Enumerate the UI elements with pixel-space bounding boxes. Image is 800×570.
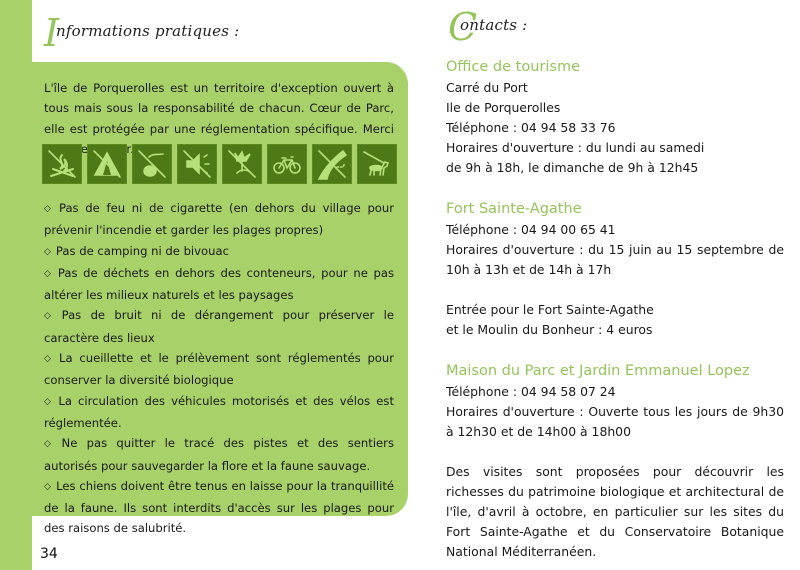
stay-on-trail-icon — [312, 144, 352, 184]
phone-line: Téléphone : 04 94 58 07 24 — [446, 384, 616, 399]
phone-line: Téléphone : 04 94 58 33 76 — [446, 120, 616, 135]
contact-fort-sainte-agathe — [446, 198, 784, 340]
visits-paragraph: Des visites sont proposées pour découvrir les richesses du patrimoine biologique et architectural de l'île, d'avril à octobre, en particulier sur les sites du Fort Sainte-Agathe et du Conservatoire Botanique National Méditerranéen. — [446, 464, 784, 559]
no-littering-icon — [132, 144, 172, 184]
heading-text: ontacts : — [460, 16, 528, 34]
rule-item: ◇ La circulation des véhicules motorisés et des vélos est réglementée. — [44, 391, 394, 434]
hours-line: Horaires d'ouverture : du lundi au samedi — [446, 140, 705, 155]
rule-item: ◇ Pas de feu ni de cigarette (en dehors du village pour prévenir l'incendie et garder les plages propres) — [44, 198, 394, 241]
hours-line: de 9h à 18h, le dimanche de 9h à 12h45 — [446, 160, 699, 175]
address-line: Ile de Porquerolles — [446, 100, 561, 115]
heading-initial: I — [44, 11, 60, 55]
regulation-pictograms — [42, 144, 397, 184]
info-section-heading — [44, 11, 240, 55]
hours-line: Horaires d'ouverture : du 15 juin au 15 septembre de 10h à 13h et de 14h à 17h — [446, 242, 784, 277]
rule-item: ◇ Pas de déchets en dehors des conteneurs, pour ne pas altérer les milieux naturels et les paysages — [44, 263, 394, 306]
contact-name: Office de tourisme — [446, 59, 581, 75]
bicycle-icon — [267, 144, 307, 184]
dog-on-leash-icon — [357, 144, 397, 184]
address-line: Carré du Port — [446, 80, 528, 95]
info-intro-paragraph: L'île de Porquerolles est un territoire d'exception ouvert à tous mais sous la responsabilité de chacun. Cœur de Parc, elle est protégée par une réglementation spécifique. Merci — [44, 81, 394, 136]
no-picking-plants-icon — [222, 144, 262, 184]
contacts-section-heading — [448, 5, 528, 49]
rule-item: ◇ Pas de camping ni de bivouac — [44, 241, 394, 263]
rule-item: ◇ Pas de bruit ni de dérangement pour préserver le caractère des lieux — [44, 305, 394, 348]
no-fire-icon — [42, 144, 82, 184]
page-number: 34 — [40, 546, 58, 562]
contact-office-tourisme — [446, 56, 784, 178]
heading-initial: C — [448, 5, 478, 49]
rules-list — [44, 198, 394, 539]
contacts-list — [446, 56, 784, 562]
entry-line: Entrée pour le Fort Sainte-Agathe — [446, 302, 654, 317]
contact-name: Maison du Parc et Jardin Emmanuel Lopez — [446, 363, 750, 379]
phone-line: Téléphone : 04 94 00 65 41 — [446, 222, 616, 237]
rule-item: ◇ Les chiens doivent être tenus en laisse pour la tranquillité de la faune. Ils sont interdits d'accès sur les plages pour des raisons de salubrité. — [44, 476, 394, 539]
rule-item: ◇ Ne pas quitter le tracé des pistes et des sentiers autorisés pour sauvegarder la flore et la faune sauvage. — [44, 433, 394, 476]
contact-name: Fort Sainte-Agathe — [446, 201, 582, 217]
no-noise-icon — [177, 144, 217, 184]
spacer — [446, 280, 784, 300]
heading-text: nformations pratiques : — [56, 22, 240, 40]
contact-maison-du-parc — [446, 360, 784, 442]
no-camping-icon — [87, 144, 127, 184]
hours-line: Horaires d'ouverture : Ouverte tous les jours de 9h30 à 12h30 et de 14h00 à 18h00 — [446, 404, 784, 439]
entry-line: et le Moulin du Bonheur : 4 euros — [446, 322, 653, 337]
rule-item: ◇ La cueillette et le prélèvement sont réglementés pour conserver la diversité biologique — [44, 348, 394, 391]
